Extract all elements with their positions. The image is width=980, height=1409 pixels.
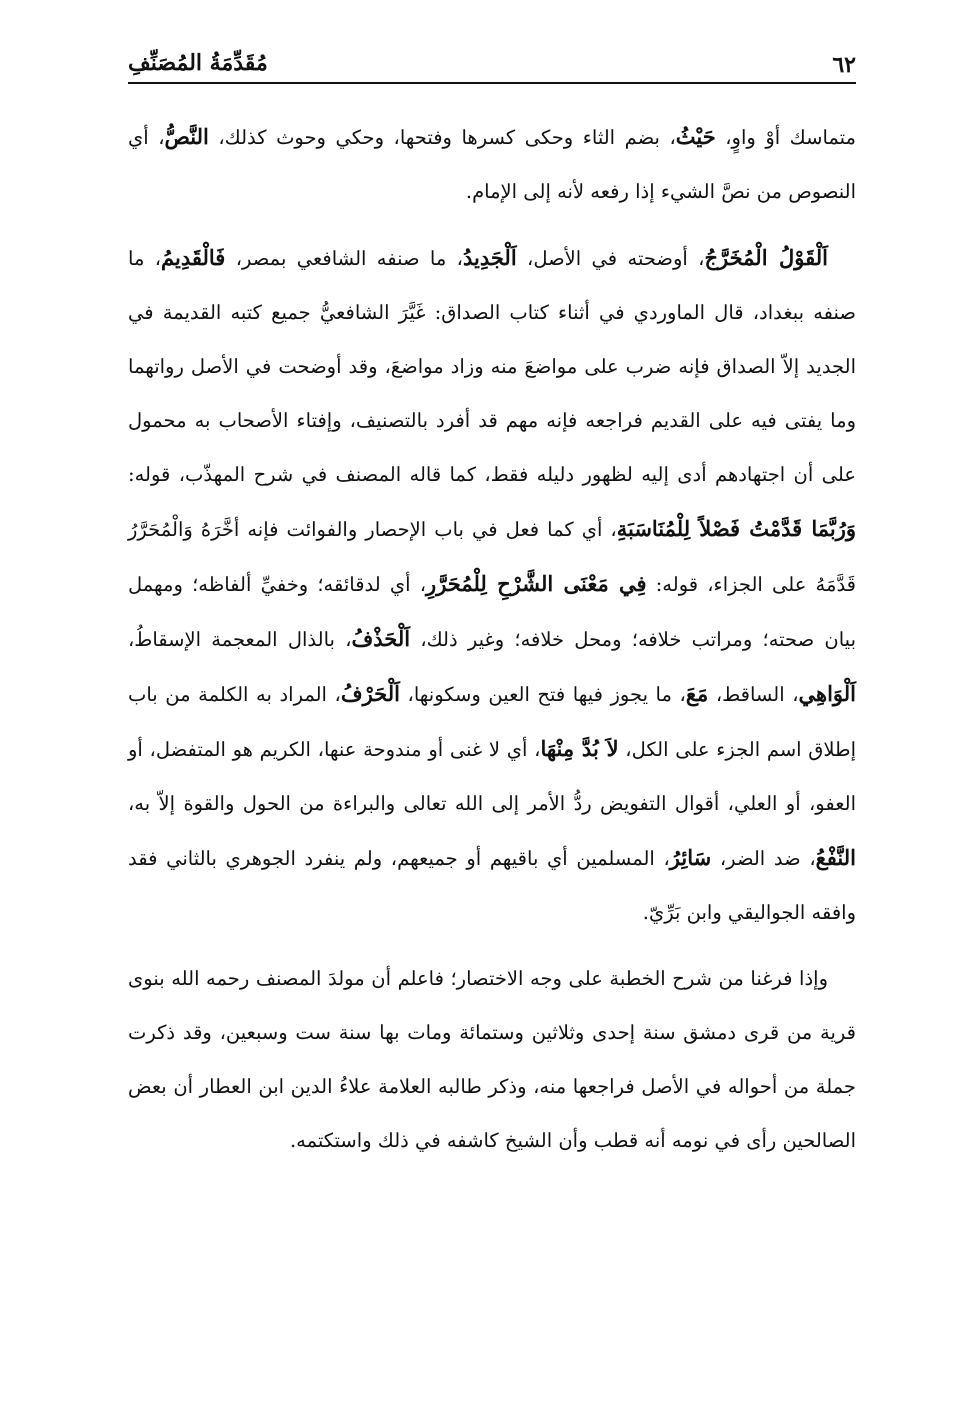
text-run: ، المراد به الكلمة من باب إطلاق اسم الجزء على الكل،: [128, 683, 856, 761]
text-run: ، بضم الثاء وحكى كسرها وفتحها، وحكي وحوث كذلك،: [208, 126, 676, 149]
keyword: اَلْحَذْفُ: [351, 626, 411, 651]
keyword: لاَ بُدَّ مِنْهَا: [540, 736, 619, 761]
text-run: ، أي كما فعل في باب الإحصار والفوائت فإنه أخَّرَهُ وَالْمُحَرَّرُ قَدَّمَهُ على الجزاء، قوله:: [128, 518, 857, 596]
text-run: ، أي النصوص من نصَّ الشيء إذا رفعه لأنه إلى الإمام.: [128, 126, 856, 203]
body-text: [128, 110, 856, 1180]
running-head: مُقَدِّمَةُ المُصَنِّفِ: [128, 50, 268, 76]
keyword: النَّصُّ: [164, 124, 209, 149]
page-header: [128, 48, 856, 84]
keyword: وَرُبَّمَا قَدَّمْتُ فَصْلاً لِلْمُنَاسَبَةِ: [616, 516, 856, 541]
keyword: اَلْوَاهِي: [798, 681, 856, 706]
keyword: مَعَ: [685, 681, 709, 706]
paragraph-1: [128, 110, 856, 219]
keyword: حَيْثُ: [675, 124, 716, 149]
text-run: ، الساقط،: [708, 683, 799, 706]
paragraph-3: [128, 952, 856, 1168]
keyword: فَالْقَدِيمُ: [161, 245, 226, 270]
paragraph-2: [128, 231, 856, 940]
text-run: ، ما يجوز فيها فتح العين وسكونها،: [399, 683, 686, 706]
keyword: اَلْقَوْلُ الْمُخَرَّجُ: [704, 245, 828, 270]
text-run: ، المسلمين أي باقيهم أو جميعهم، ولم ينفرد الجوهري بالثاني فقد وافقه الجواليقي وابن بَرِّيّ.: [128, 847, 856, 924]
keyword: فِي مَعْنَى الشَّرْحِ لِلْمُحَرَّرِ: [426, 571, 647, 596]
text-run: ، ضد الضر،: [711, 847, 816, 870]
text-run: ، ما صنفه الشافعي بمصر،: [225, 247, 463, 270]
text-run: ، أي لا غنى أو مندوحة عنها، الكريم هو المتفضل، أو العفو، أو العلي، أقوال التفويض ردُّ الأمر إلى الله تعالى والبراءة من الحول والقوة إلاّ به،: [128, 738, 856, 815]
text-run: ، ما صنفه ببغداد، قال الماوردي في أثناء كتاب الصداق: غَيَّرَ الشافعيُّ جميع كتبه القديمة في الجديد إلاّ الصداق فإنه ضرب على مواضعَ منه وزاد مواضعَ، وقد أوضحت في الأصل رواتهما وما يفتى فيه على القديم فراجعه فإنه مهم قد أفرد بالتصنيف، وإفتاء الأصحاب به محمول على أن اجتهادهم أدى إليه لظهور دليله فقط، كما قاله المصنف في شرح المهذّب، قوله:: [128, 247, 856, 486]
keyword: سَائِرُ: [669, 845, 712, 870]
keyword: النَّفْعُ: [815, 845, 856, 870]
keyword: اَلْجَدِيدُ: [462, 245, 517, 270]
text-run: وإذا فرغنا من شرح الخطبة على وجه الاختصار؛ فاعلم أن مولدَ المصنف رحمه الله بنوى قرية من قرى دمشق سنة إحدى وثلاثين وستمائة ومات بها سنة ست وسبعين، وقد ذكرت جملة من أحواله في الأصل فراجعها منه، وذكر طالبه العلامة علاءُ الدين ابن العطار أن بعض الصالحين رأى في نومه أنه قطب وأن الشيخ كاشفه في ذلك واستكتمه.: [128, 967, 856, 1152]
keyword: اَلْحَرْفُ: [340, 681, 400, 706]
text-run: متماسك أوْ واوٍ،: [715, 126, 856, 149]
text-run: ، بالذال المعجمة الإسقاطُ،: [128, 628, 352, 651]
page-number: ٦٢: [832, 52, 856, 78]
text-run: ، أوضحته في الأصل،: [516, 247, 705, 270]
text-run: ، أي لدقائقه؛ وخفيِّ ألفاظه؛ ومهمل بيان صحته؛ ومراتب خلافه؛ ومحل خلافه؛ وغير ذلك،: [128, 573, 856, 651]
